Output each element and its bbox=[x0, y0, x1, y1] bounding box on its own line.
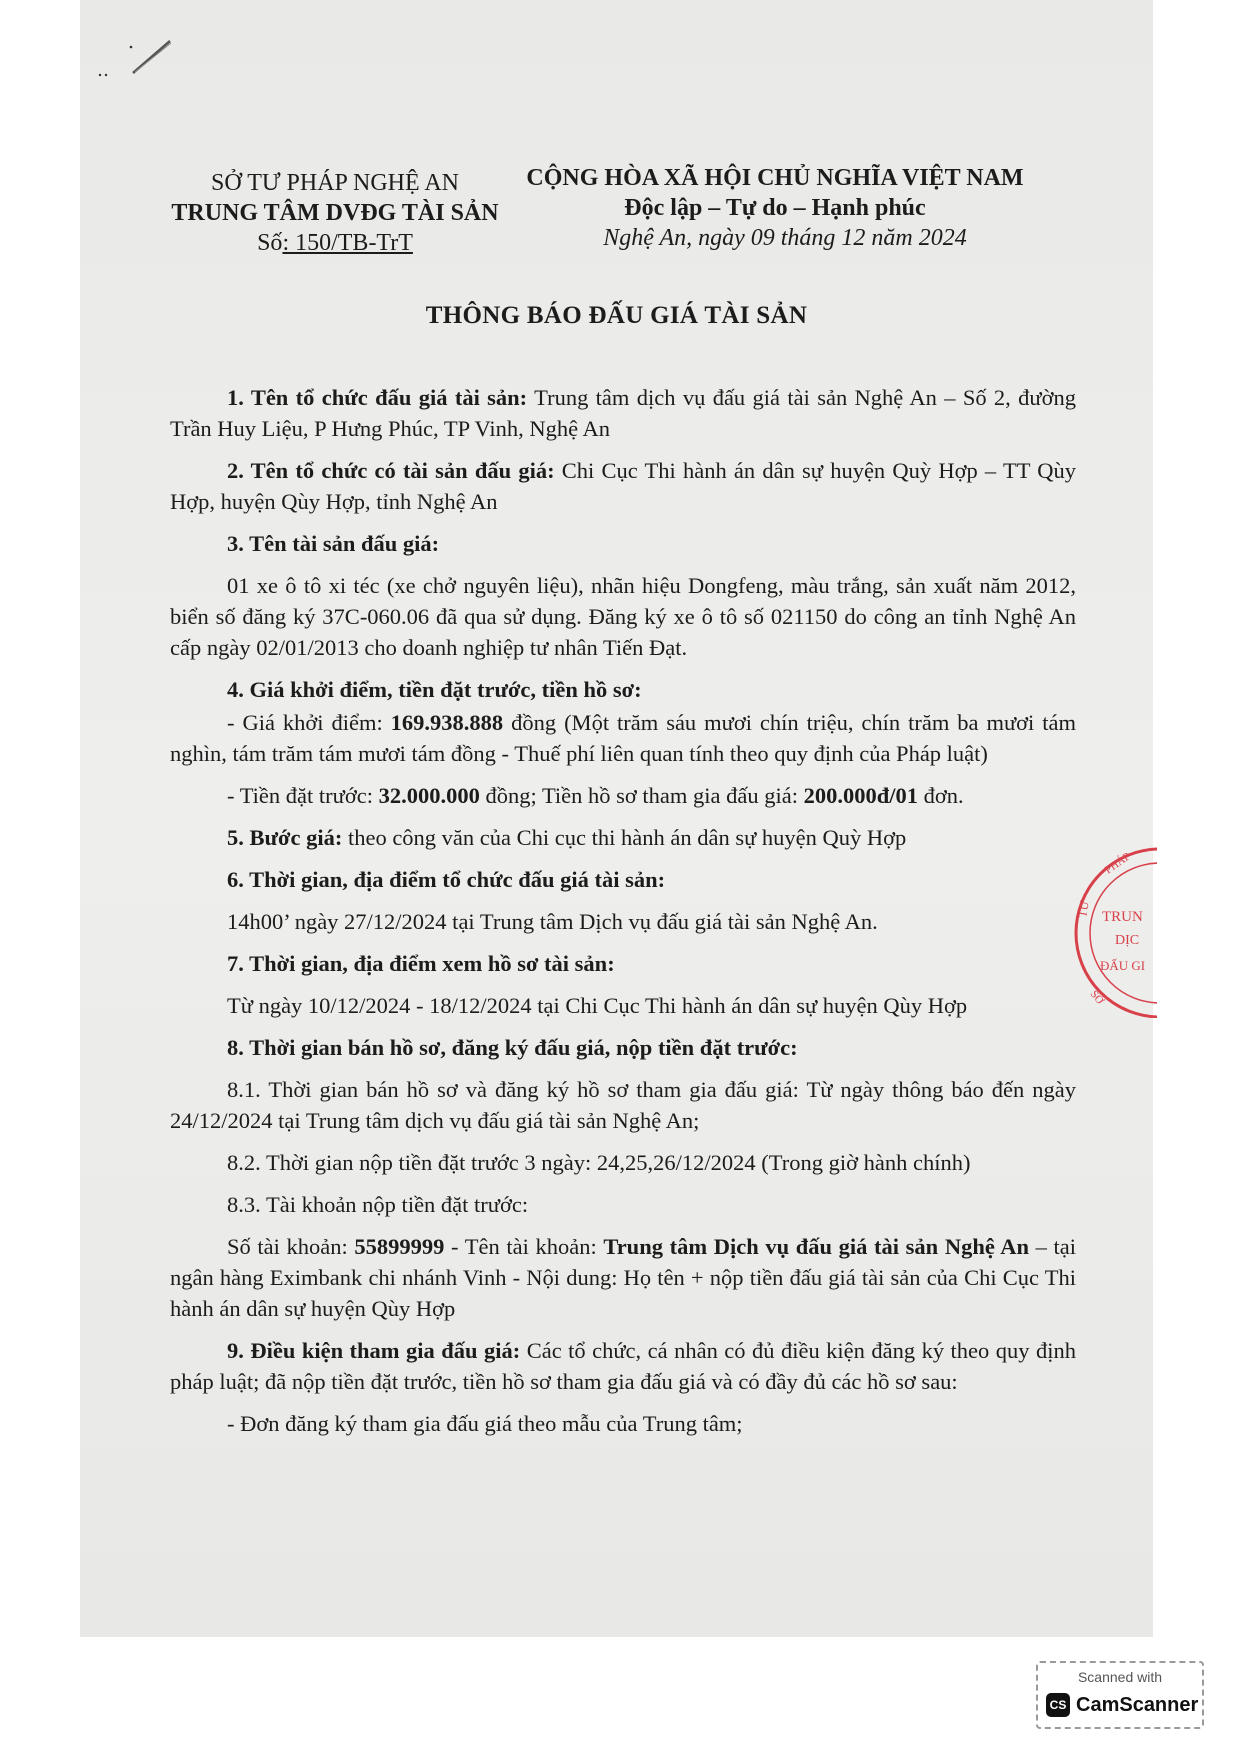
deposit-prefix: - Tiền đặt trước: bbox=[227, 783, 379, 808]
price-suffix: đồng (Một trăm sáu mươi chín triệu, chín trăm ba mươi tám nghìn, tám trăm tám mươi tám đồng - Thuế phí liên quan tính theo quy định của Pháp luật) bbox=[170, 710, 1076, 766]
section-5 bbox=[170, 822, 1076, 853]
section-8-label: 8. Thời gian bán hồ sơ, đăng ký đấu giá, nộp tiền đặt trước: bbox=[227, 1035, 798, 1060]
section-2-label: 2. Tên tổ chức có tài sản đấu giá: bbox=[227, 458, 555, 483]
scanner-name: CamScanner bbox=[1076, 1694, 1199, 1716]
section-1-text: Trung tâm dịch vụ đấu giá tài sản Nghệ An – Số 2, đường Trần Huy Liệu, P Hưng Phúc, TP Vinh, Nghệ An bbox=[170, 385, 1076, 441]
section-8-account bbox=[170, 1231, 1076, 1324]
section-8-3: 8.3. Tài khoản nộp tiền đặt trước: bbox=[227, 1192, 529, 1217]
camscanner-badge bbox=[1036, 1661, 1204, 1729]
price-value: 169.938.888 bbox=[390, 710, 504, 735]
account-number: 55899999 bbox=[354, 1234, 445, 1259]
fee-value: 200.000đ/01 bbox=[803, 783, 919, 808]
section-3-heading bbox=[170, 528, 1076, 559]
section-9-text: Các tổ chức, cá nhân có đủ điều kiện đăng ký theo quy định pháp luật; đã nộp tiền đặt trước, tiền hồ sơ tham gia đấu giá và có đầy đủ các hồ sơ sau: bbox=[170, 1338, 1076, 1394]
org-line-2: TRUNG TÂM DVĐG TÀI SẢN bbox=[171, 200, 499, 226]
scanner-caption: Scanned with bbox=[1077, 1669, 1163, 1685]
section-6-text: 14h00’ ngày 27/12/2024 tại Trung tâm Dịch vụ đấu giá tài sản Nghệ An. bbox=[227, 909, 878, 934]
section-7-label: 7. Thời gian, địa điểm xem hồ sơ tài sản: bbox=[227, 951, 615, 976]
seal-icon bbox=[1072, 838, 1157, 1018]
seal-text-3: DỊC bbox=[1115, 933, 1140, 948]
country-name: CỘNG HÒA XÃ HỘI CHỦ NGHĨA VIỆT NAM bbox=[526, 165, 1024, 191]
section-8-heading bbox=[170, 1032, 1076, 1063]
document-number bbox=[150, 228, 520, 258]
section-6-heading bbox=[170, 864, 1076, 895]
section-8-2: 8.2. Thời gian nộp tiền đặt trước 3 ngày: 24,25,26/12/2024 (Trong giờ hành chính) bbox=[227, 1150, 971, 1175]
deposit-mid: đồng; Tiền hồ sơ tham gia đấu giá: bbox=[479, 783, 804, 808]
account-suffix: – tại ngân hàng Eximbank chi nhánh Vinh - Nội dung: Họ tên + nộp tiền đấu giá tài sản của Chi Cục Thi hành án dân sự huyện Qùy Hợp bbox=[170, 1234, 1076, 1321]
seal-text-bottom: SỞ bbox=[1087, 988, 1106, 1007]
number-prefix: Số bbox=[257, 230, 283, 256]
section-9 bbox=[170, 1335, 1076, 1397]
header-left bbox=[150, 168, 520, 258]
document-title: THÔNG BÁO ĐẤU GIÁ TÀI SẢN bbox=[425, 302, 808, 329]
place-date: Nghệ An, ngày 09 tháng 12 năm 2024 bbox=[603, 225, 967, 251]
section-8-1: 8.1. Thời gian bán hồ sơ và đăng ký hồ sơ tham gia đấu giá: Từ ngày thông báo đến ngày 24/12/2024 tại Trung tâm dịch vụ đấu giá tài sản Nghệ An; bbox=[170, 1077, 1076, 1133]
section-3-text: 01 xe ô tô xi téc (xe chở nguyên liệu), nhãn hiệu Dongfeng, màu trắng, sản xuất năm 2012, biển số đăng ký 37C-060.06 đã qua sử dụng. Đăng ký xe ô tô số 021150 do công an tỉnh Nghệ An cấp ngày 02/01/2013 cho doanh nghiệp tư nhân Tiến Đạt. bbox=[170, 573, 1076, 660]
org-line-1: SỞ TƯ PHÁP NGHỆ AN bbox=[211, 170, 459, 196]
section-4-deposit bbox=[170, 780, 1076, 811]
section-4-price bbox=[170, 707, 1076, 769]
section-9-item-1: - Đơn đăng ký tham gia đấu giá theo mẫu của Trung tâm; bbox=[227, 1411, 743, 1436]
seal-text-2: TRUN bbox=[1102, 909, 1143, 925]
section-5-text: theo công văn của Chi cục thi hành án dân sự huyện Quỳ Hợp bbox=[342, 825, 907, 850]
deposit-value: 32.000.000 bbox=[378, 783, 480, 808]
section-7-text: Từ ngày 10/12/2024 - 18/12/2024 tại Chi Cục Thi hành án dân sự huyện Qùy Hợp bbox=[227, 993, 968, 1018]
section-2 bbox=[170, 455, 1076, 517]
price-prefix: - Giá khởi điểm: bbox=[227, 710, 391, 735]
account-prefix: Số tài khoản: bbox=[227, 1234, 355, 1259]
section-9-label: 9. Điều kiện tham gia đấu giá: bbox=[227, 1338, 521, 1363]
account-mid: - Tên tài khoản: bbox=[444, 1234, 604, 1259]
section-5-label: 5. Bước giá: bbox=[227, 825, 343, 850]
section-1 bbox=[170, 382, 1076, 444]
official-seal bbox=[1072, 838, 1157, 1018]
header-right bbox=[520, 163, 1030, 253]
seal-text-4: ĐẤU GI bbox=[1100, 958, 1146, 973]
section-3-label: 3. Tên tài sản đấu giá: bbox=[227, 531, 440, 556]
number-value: : 150/TB-TrT bbox=[282, 230, 413, 256]
account-name: Trung tâm Dịch vụ đấu giá tài sản Nghệ An bbox=[603, 1234, 1029, 1259]
motto: Độc lập – Tự do – Hạnh phúc bbox=[624, 195, 926, 221]
section-2-text: Chi Cục Thi hành án dân sự huyện Quỳ Hợp – TT Qùy Hợp, huyện Qùy Hợp, tỉnh Nghệ An bbox=[170, 458, 1077, 514]
section-1-label: 1. Tên tổ chức đấu giá tài sản: bbox=[227, 385, 528, 410]
fee-suffix: đơn. bbox=[918, 783, 964, 808]
section-6-label: 6. Thời gian, địa điểm tổ chức đấu giá tài sản: bbox=[227, 867, 666, 892]
seal-text-side: TƯ bbox=[1075, 899, 1092, 919]
pen-mark bbox=[95, 35, 185, 85]
section-4-label: 4. Giá khởi điểm, tiền đặt trước, tiền hồ sơ: bbox=[227, 677, 642, 702]
section-7-heading bbox=[170, 948, 1076, 979]
section-4-heading bbox=[170, 674, 1076, 705]
seal-text-1: PHÁP bbox=[1102, 850, 1133, 877]
camscanner-logo-icon: CS bbox=[1046, 1693, 1070, 1717]
document-body bbox=[170, 382, 1076, 1450]
